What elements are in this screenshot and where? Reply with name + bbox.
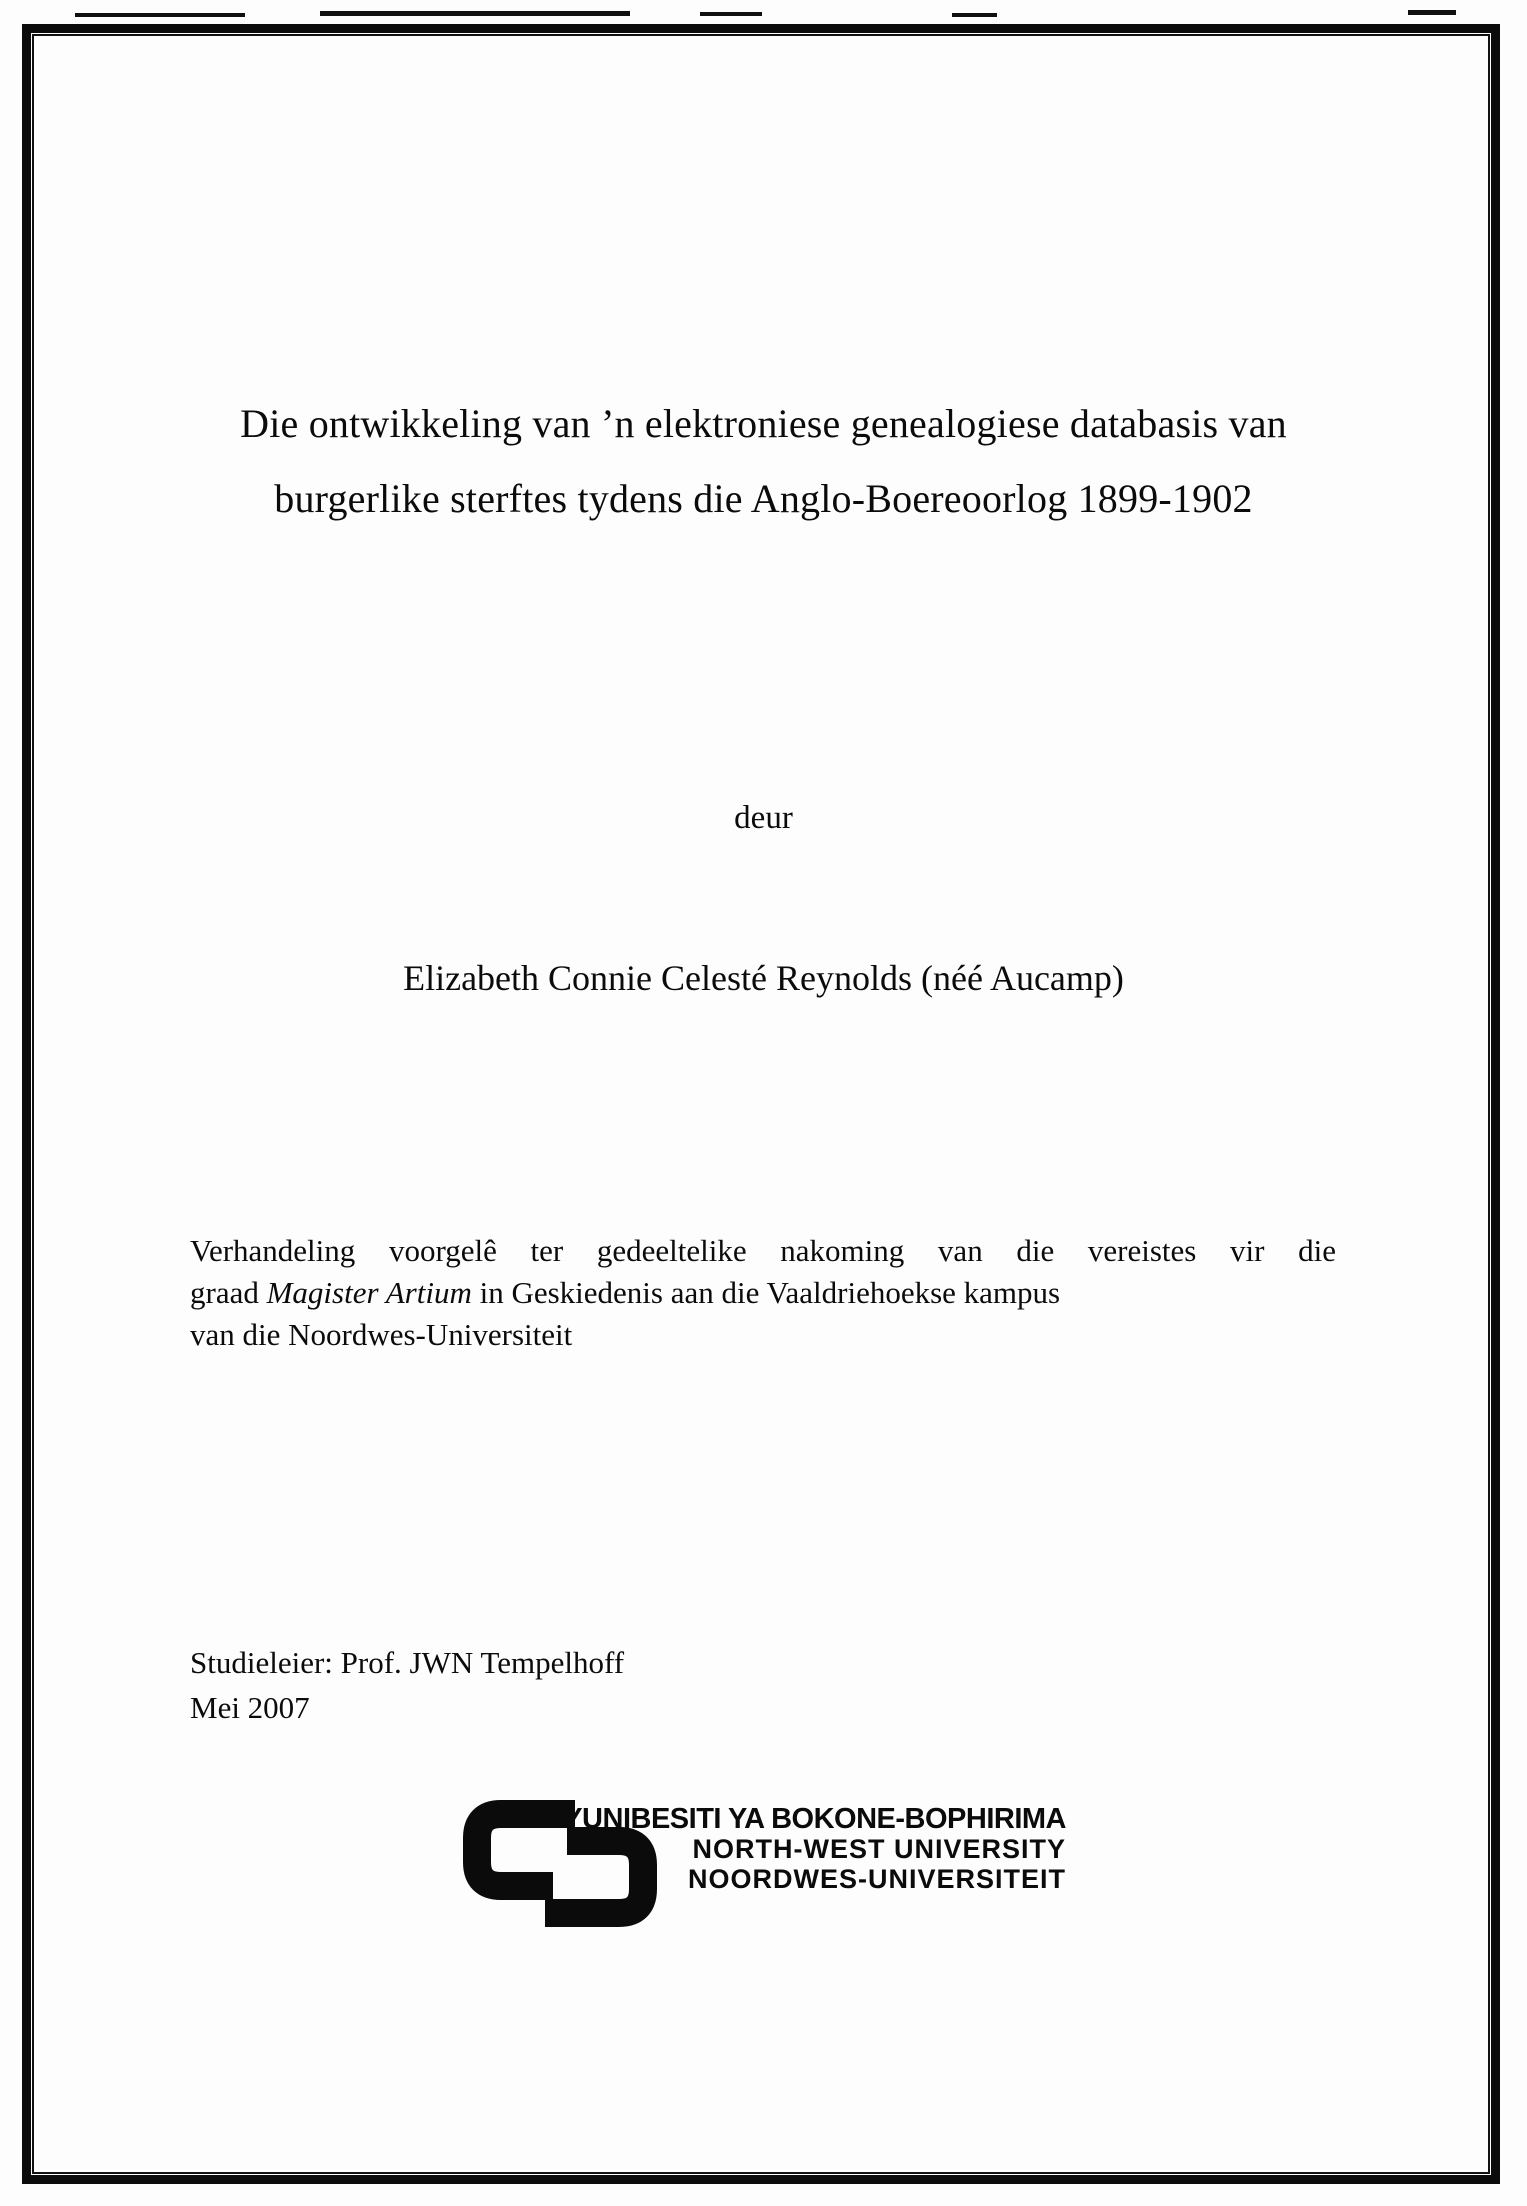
degree-statement	[190, 1230, 1336, 1356]
scan-artifact-dash	[75, 13, 245, 17]
degree-statement-line1: Verhandeling voorgelê ter gedeeltelike nakoming van die vereistes vir die	[190, 1233, 1336, 1268]
scan-artifact-dash	[952, 13, 997, 17]
degree-statement-line2	[190, 1272, 1336, 1314]
thesis-title-line1: Die ontwikkeling van ’n elektroniese genealogiese databasis van	[240, 401, 1287, 446]
degree-statement-line2-pre: graad	[190, 1275, 267, 1310]
logo-text-afrikaans: NOORDWES-UNIVERSITEIT	[687, 1864, 1066, 1894]
degree-name-italic: Magister Artium	[266, 1275, 472, 1310]
logo-text-english: NORTH-WEST UNIVERSITY	[692, 1834, 1066, 1864]
author-name: Elizabeth Connie Celesté Reynolds (néé Aucamp)	[403, 958, 1124, 998]
date-line: Mei 2007	[190, 1690, 310, 1725]
scan-artifact-dash	[320, 11, 630, 16]
logo-text-setswana: YUNIBESITI YA BOKONE-BOPHIRIMA	[563, 1803, 1066, 1835]
thesis-title	[0, 386, 1527, 536]
supervisor-block	[190, 1640, 624, 1730]
degree-statement-line2-post: in Geskiedenis aan die Vaaldriehoekse kampus	[471, 1275, 1061, 1310]
scan-artifact-dash	[1408, 10, 1456, 15]
byline: deur	[734, 800, 793, 836]
university-logo-text	[560, 1804, 1066, 1894]
degree-statement-line3: van die Noordwes-Universiteit	[190, 1317, 573, 1352]
thesis-title-line2: burgerlike sterftes tydens die Anglo-Boereoorlog 1899-1902	[274, 476, 1253, 521]
scan-artifact-dash	[700, 12, 762, 16]
supervisor-line: Studieleier: Prof. JWN Tempelhoff	[190, 1645, 625, 1680]
